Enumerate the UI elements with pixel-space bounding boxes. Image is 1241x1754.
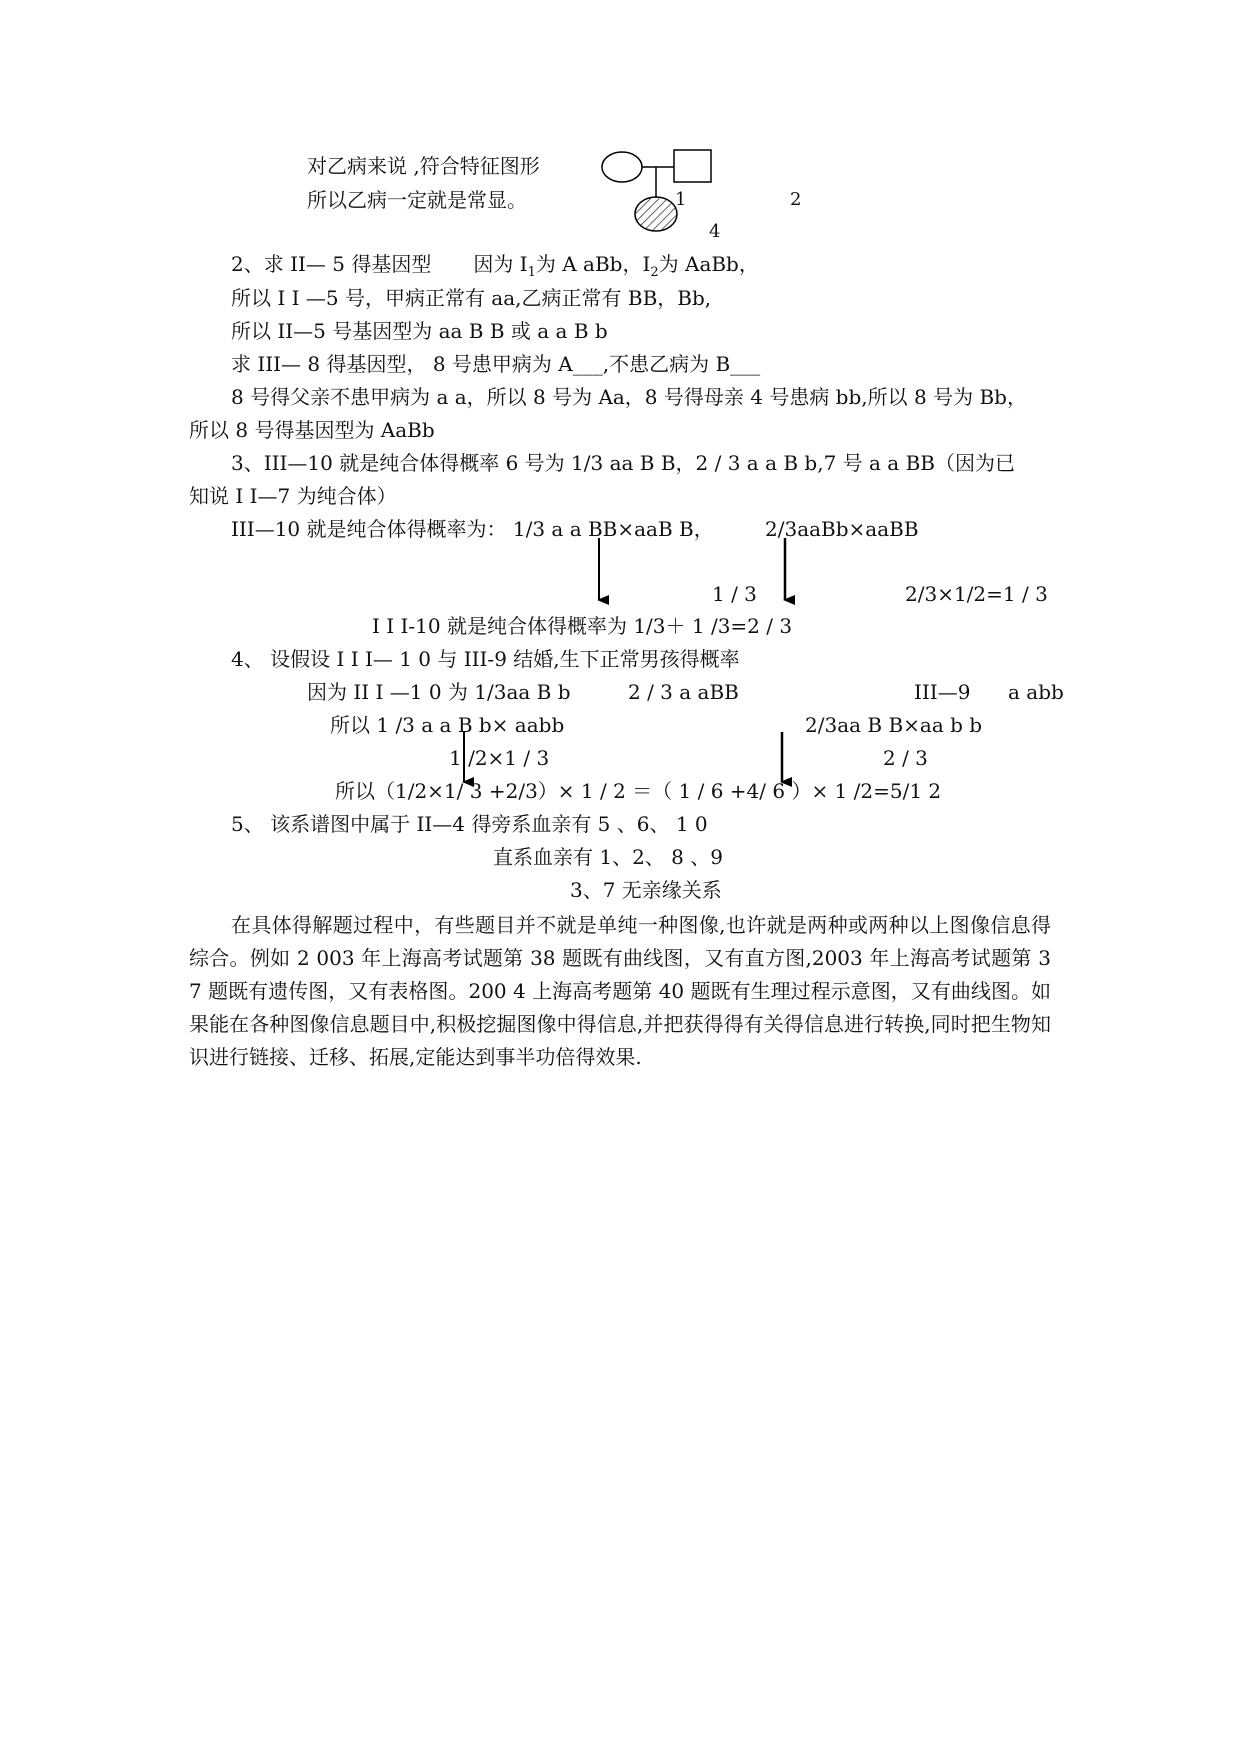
q2-prompt: 2、求 II— 5 得基因型 (231, 252, 432, 276)
q4-line3-b: 2/3aa B B×aa b b (805, 713, 983, 737)
pedigree-diagram (602, 150, 711, 231)
q4-line3-a: 所以 1 /3 a a B b× aabb (330, 713, 565, 737)
female-parent-symbol (602, 152, 642, 182)
pedigree-caption-line2: 所以乙病一定就是常显。 (307, 188, 527, 212)
q4-line2-c: III—9 (914, 680, 971, 704)
q2-line1: 2、求 II— 5 得基因型 因为 $I_1$为 A aBb，$I_2$为 AaBb， (231, 252, 759, 280)
q5-line3: 3、7 无亲缘关系 (570, 878, 722, 902)
conclusion-paragraph: 在具体得解题过程中，有些题目并不就是单纯一种图像,也许就是两种或两种以上图像信息得综合。例如 2 003 年上海高考试题第 38 题既有曲线图，又有直方图,2003 年上海高考试题第 3 7 题既有遗传图，又有表格图。200 4 上海高考题第 40 题既有生理过程示意图，又有曲线图。如果能在各种图像信息题目中,积极挖掘图像中得信息,并把获得得有关得信息进行转换,同时把生物知识进行链接、迁移、拓展,定能达到事半功倍得效果. (189, 913, 1051, 1069)
q5-line1: 5、 该系谱图中属于 II—4 得旁系血亲有 5 、6、 1 0 (231, 812, 708, 836)
q5-line2: 直系血亲有 1、2、 8 、9 (493, 845, 723, 869)
male-parent-symbol (674, 150, 711, 182)
q2-line3: 所以 II—5 号基因型为 aa B B 或 a a B b (231, 319, 608, 343)
q4-line4-b: 2 / 3 (883, 746, 928, 770)
q2-line4: 求 III— 8 得基因型， 8 号患甲病为 A___,不患乙病为 B___ (231, 352, 761, 376)
q3-line1: 3、III—10 就是纯合体得概率 6 号为 1/3 aa B B，2 / 3 a a B b,7 号 a a BB（因为已 (231, 451, 1015, 475)
q3-line2: 知说 I I—7 为纯合体） (189, 484, 397, 508)
q4-line1: 4、 设假设 I I I— 1 0 与 III-9 结婚,生下正常男孩得概率 (231, 647, 740, 671)
pedigree-label-1: 1 (675, 189, 687, 210)
q2-line2: 所以 I I —5 号，甲病正常有 aa,乙病正常有 BB，Bb, (231, 286, 712, 310)
pedigree-label-4: 4 (709, 221, 721, 242)
q3-result-a: 1 / 3 (712, 582, 757, 606)
q3-total: I I I-10 就是纯合体得概率为 1/3＋ 1 /3=2 / 3 (372, 614, 793, 638)
q2-line6: 所以 8 号得基因型为 AaBb (189, 418, 435, 442)
q4-line5: 所以（1/2×1/ 3 +2/3）× 1 / 2 ＝（ 1 / 6 +4/ 6 ）× 1 /2=5/1 2 (335, 779, 942, 803)
q3-result-b: 2/3×1/2=1 / 3 (905, 582, 1048, 606)
q2-line5: 8 号得父亲不患甲病为 a a，所以 8 号为 Aa，8 号得母亲 4 号患病 bb,所以 8 号为 Bb， (231, 385, 1027, 409)
q4-line2-d: a abb (1008, 680, 1064, 704)
q3-line3-b: 2/3aaBb×aaBB (765, 517, 919, 541)
affected-daughter-symbol (635, 197, 677, 231)
q4-line2-b: 2 / 3 a aBB (628, 680, 739, 704)
q4-line4-a: 1 /2×1 / 3 (449, 746, 550, 770)
q4-line2-a: 因为 II I —1 0 为 1/3aa B b (307, 680, 571, 704)
pedigree-caption-line1: 对乙病来说 ,符合特征图形 (307, 154, 540, 178)
q3-line3-a: III—10 就是纯合体得概率为： 1/3 a a BB×aaB B， (231, 517, 714, 541)
pedigree-label-2: 2 (790, 189, 802, 210)
